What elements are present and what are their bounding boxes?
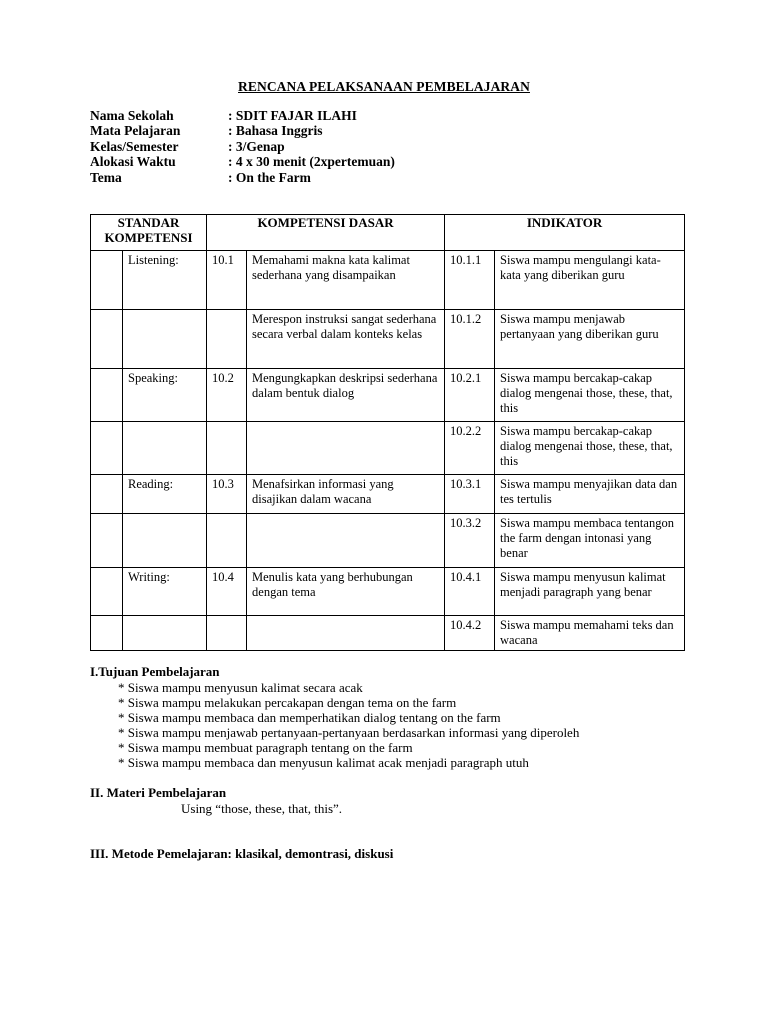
info-row-tema	[90, 170, 395, 185]
kd-number-cell: 10.1	[207, 251, 247, 310]
indicator-number-cell: 10.3.1	[445, 475, 495, 514]
skill-cell: Reading:	[123, 475, 207, 514]
metode-heading: III. Metode Pemelajaran: klasikal, demontrasi, diskusi	[90, 846, 394, 861]
skill-cell	[123, 422, 207, 475]
skill-cell: Writing:	[123, 568, 207, 616]
table-cell	[91, 422, 123, 475]
kd-text-cell	[247, 422, 445, 475]
list-item: * Siswa mampu membuat paragraph tentang on the farm	[118, 740, 413, 755]
info-label: Mata Pelajaran	[90, 123, 181, 139]
table-row	[91, 369, 685, 422]
kd-text-cell	[247, 514, 445, 568]
indicator-number-cell: 10.1.2	[445, 310, 495, 369]
kd-text-cell: Merespon instruksi sangat sederhana secara verbal dalam konteks kelas	[247, 310, 445, 369]
skill-cell	[123, 616, 207, 651]
kd-text-cell: Menulis kata yang berhubungan dengan tema	[247, 568, 445, 616]
kd-number-cell	[207, 310, 247, 369]
info-value: : SDIT FAJAR ILAHI	[228, 108, 357, 123]
skill-cell: Listening:	[123, 251, 207, 310]
table-cell	[91, 310, 123, 369]
indicator-number-cell: 10.4.1	[445, 568, 495, 616]
info-value: : 3/Genap	[228, 138, 285, 154]
table-cell	[91, 514, 123, 568]
indicator-text-cell: Siswa mampu membaca tentangon the farm dengan intonasi yang benar	[495, 514, 685, 568]
kd-text-cell: Memahami makna kata kalimat sederhana yang disampaikan	[247, 251, 445, 310]
info-row-kelas-semester	[90, 139, 395, 154]
info-value: : On the Farm	[228, 169, 311, 185]
indicator-text-cell: Siswa mampu bercakap-cakap dialog mengenai those, these, that, this	[495, 422, 685, 475]
kd-text-cell: Mengungkapkan deskripsi sederhana dalam bentuk dialog	[247, 369, 445, 422]
kd-number-cell: 10.4	[207, 568, 247, 616]
table-row	[91, 422, 685, 475]
table-cell	[91, 475, 123, 514]
tujuan-heading: I.Tujuan Pembelajaran	[90, 664, 220, 679]
kd-number-cell: 10.2	[207, 369, 247, 422]
table-cell	[91, 251, 123, 310]
table-row	[91, 251, 685, 310]
kd-number-cell	[207, 616, 247, 651]
skill-cell	[123, 514, 207, 568]
info-label: Kelas/Semester	[90, 138, 179, 154]
info-label: Nama Sekolah	[90, 108, 174, 123]
materi-text: Using “those, these, that, this”.	[181, 801, 343, 816]
list-item: * Siswa mampu membaca dan memperhatikan dialog tentang on the farm	[118, 710, 501, 725]
tujuan-list	[118, 680, 579, 770]
materi-heading: II. Materi Pembelajaran	[90, 785, 227, 800]
info-row-alokasi-waktu	[90, 154, 395, 169]
kd-text-cell	[247, 616, 445, 651]
table-row	[91, 475, 685, 514]
info-value: : 4 x 30 menit (2xpertemuan)	[228, 154, 395, 170]
table-row	[91, 616, 685, 651]
list-item: * Siswa mampu menjawab pertanyaan-pertanyaan berdasarkan informasi yang diperoleh	[118, 725, 580, 740]
list-item: * Siswa mampu melakukan percakapan dengan tema on the farm	[118, 695, 457, 710]
document-title: RENCANA PELAKSANAAN PEMBELAJARAN	[238, 79, 530, 94]
indicator-number-cell: 10.2.2	[445, 422, 495, 475]
header-kompetensi-dasar: KOMPETENSI DASAR	[207, 215, 445, 251]
skill-cell	[123, 310, 207, 369]
table-row	[91, 514, 685, 568]
indicator-text-cell: Siswa mampu mengulangi kata-kata yang diberikan guru	[495, 251, 685, 310]
list-item: * Siswa mampu menyusun kalimat secara acak	[118, 680, 363, 695]
table-cell	[91, 369, 123, 422]
info-value: : Bahasa Inggris	[228, 123, 323, 139]
header-indikator: INDIKATOR	[445, 215, 685, 251]
kd-number-cell	[207, 422, 247, 475]
indicator-number-cell: 10.3.2	[445, 514, 495, 568]
table-row	[91, 310, 685, 369]
indicator-text-cell: Siswa mampu memahami teks dan wacana	[495, 616, 685, 651]
indicator-number-cell: 10.2.1	[445, 369, 495, 422]
indicator-number-cell: 10.4.2	[445, 616, 495, 651]
table-cell	[91, 568, 123, 616]
list-item: * Siswa mampu membaca dan menyusun kalimat acak menjadi paragraph utuh	[118, 755, 529, 770]
indicator-text-cell: Siswa mampu menyusun kalimat menjadi paragraph yang benar	[495, 568, 685, 616]
indicator-number-cell: 10.1.1	[445, 251, 495, 310]
indicator-text-cell: Siswa mampu bercakap-cakap dialog mengenai those, these, that, this	[495, 369, 685, 422]
header-standar-kompetensi: STANDAR KOMPETENSI	[91, 215, 207, 251]
skill-cell: Speaking:	[123, 369, 207, 422]
indicator-text-cell: Siswa mampu menjawab pertanyaan yang diberikan guru	[495, 310, 685, 369]
info-row-nama-sekolah	[90, 108, 395, 123]
table-row	[91, 568, 685, 616]
identity-block	[90, 108, 395, 185]
kd-number-cell: 10.3	[207, 475, 247, 514]
kd-text-cell: Menafsirkan informasi yang disajikan dalam wacana	[247, 475, 445, 514]
table-cell	[91, 616, 123, 651]
info-label: Tema	[90, 169, 122, 185]
info-label: Alokasi Waktu	[90, 154, 176, 170]
indicator-text-cell: Siswa mampu menyajikan data dan tes tertulis	[495, 475, 685, 514]
competency-table	[90, 214, 685, 651]
table-header-row	[91, 215, 685, 251]
info-row-mata-pelajaran	[90, 123, 395, 138]
kd-number-cell	[207, 514, 247, 568]
